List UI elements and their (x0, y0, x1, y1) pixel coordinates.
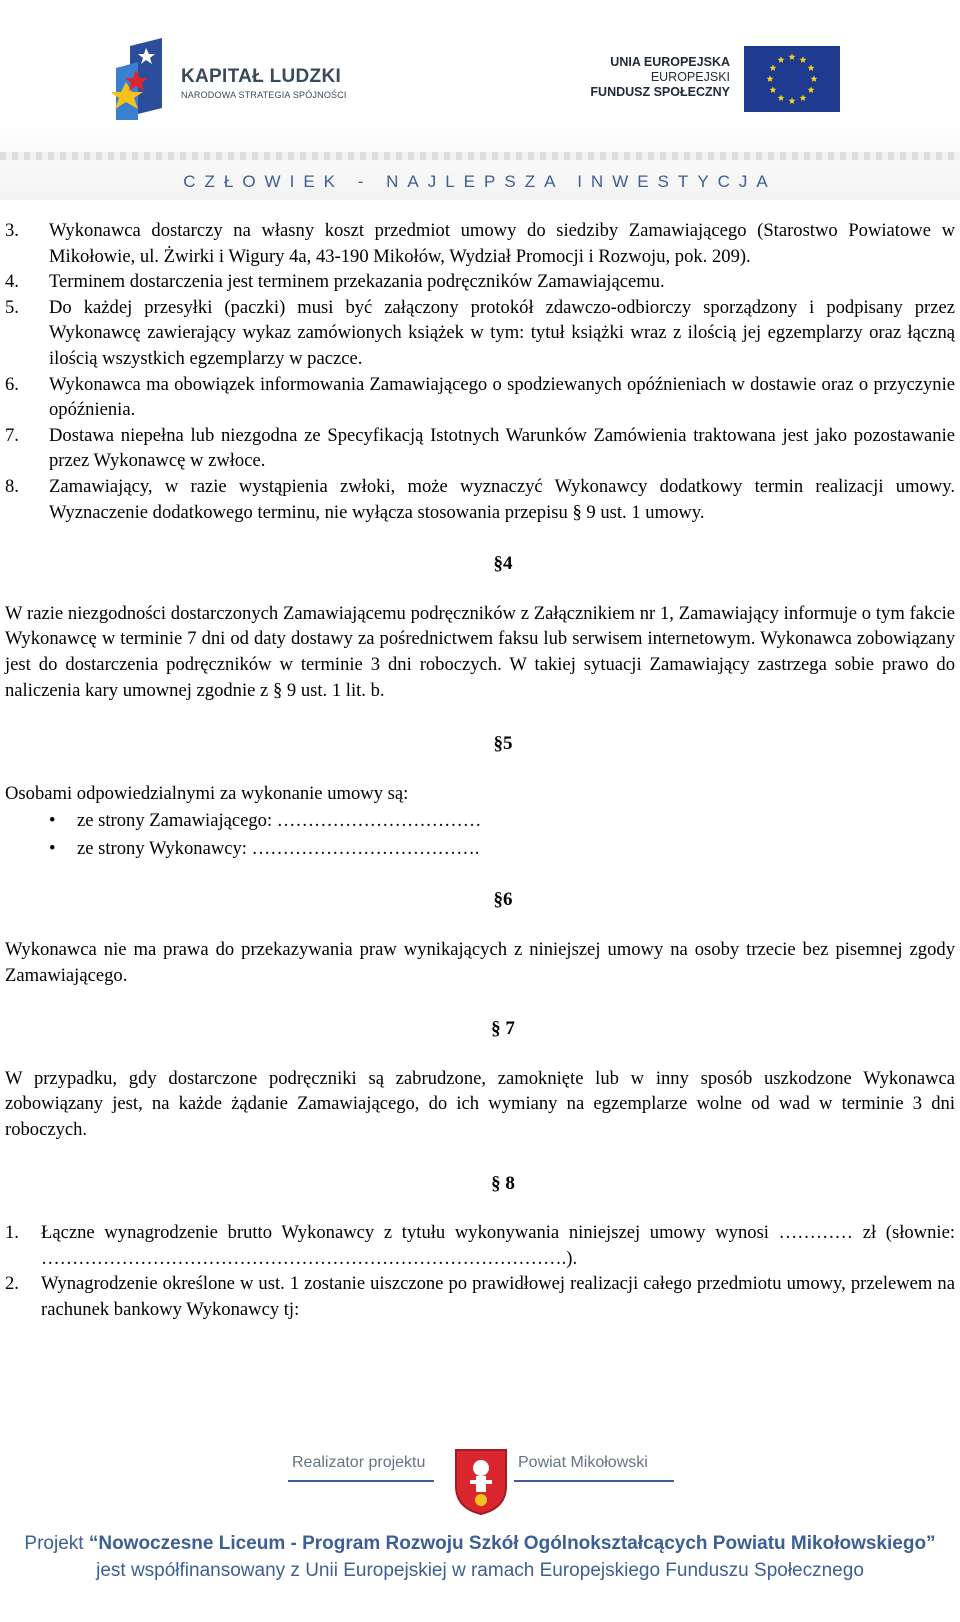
list-text: Terminem dostarczenia jest terminem przekazania podręczników Zamawiającemu. (49, 271, 665, 293)
list-text: Zamawiający, w razie wystąpienia zwłoki, może wyznaczyć Wykonawcy dodatkowy termin realizacji umowy. Wyznaczenie dodatkowego terminu, nie wyłącza stosowania przepisu § 9 ust. 1 umowy. (49, 475, 955, 523)
list-number: 1. (5, 1222, 19, 1244)
document-header (0, 0, 960, 200)
footer-realizator: Realizator projektu (292, 1454, 426, 1471)
list-text: Dostawa niepełna lub niezgodna ze Specyfikacją Istotnych Warunków Zamówienia traktowana jest jako pozostawanie przez Wykonawcę w zwłoce. (49, 424, 955, 472)
kapital-ludzki-subtitle: NARODOWA STRATEGIA SPÓJNOŚCI (181, 90, 347, 100)
eu-line-3: FUNDUSZ SPOŁECZNY (590, 85, 730, 99)
eu-flag-icon (744, 46, 840, 112)
list-item (5, 372, 955, 423)
list-item (5, 218, 955, 269)
section-heading-7: § 7 (491, 1018, 515, 1040)
list-item (5, 295, 955, 372)
footer-project-line (0, 1533, 960, 1555)
list-item (5, 1271, 955, 1322)
section-heading-6: §6 (493, 889, 513, 911)
section-6-text: Wykonawca nie ma prawa do przekazywania praw wynikających z niniejszej umowy na osoby trzecie bez pisemnej zgody Zamawiającego. (5, 939, 955, 986)
header-slogan: CZŁOWIEK - NAJLEPSZA INWESTYCJA (183, 172, 777, 191)
list-number: 4. (5, 271, 19, 293)
header-divider (0, 152, 960, 160)
list-number: 7. (5, 424, 19, 446)
list-text: Łączne wynagrodzenie brutto Wykonawcy z tytułu wykonywania niniejszej umowy wynosi ………… zł (słownie: ………………………………………………………………………….). (41, 1222, 955, 1269)
list-item (5, 269, 955, 295)
list-number: 8. (5, 475, 19, 497)
bullet-icon: • (49, 837, 56, 859)
bullet-item (5, 836, 955, 862)
section-heading-8: § 8 (491, 1172, 515, 1194)
list-text: Wykonawca ma obowiązek informowania Zamawiającego o spodziewanych opóźnieniach w dostawie oraz o przyczynie opóźnienia. (49, 373, 955, 421)
kapital-ludzki-title: KAPITAŁ LUDZKI (181, 66, 342, 87)
section-5-intro: Osobami odpowiedzialnymi za wykonanie umowy są: (5, 782, 409, 804)
list-number: 5. (5, 296, 19, 318)
eu-line-2: EUROPEJSKI (650, 70, 730, 84)
list-text: Wynagrodzenie określone w ust. 1 zostanie uiszczone po prawidłowej realizacji całego przedmiotu umowy, przelewem na rachunek bankowy Wykonawcy tj: (41, 1273, 955, 1320)
section-heading-5: §5 (493, 733, 513, 755)
document-body (5, 218, 955, 1323)
eu-line-1: UNIA EUROPEJSKA (610, 55, 730, 69)
eu-text-block (590, 55, 730, 100)
footer-project-prefix: Projekt (24, 1533, 89, 1554)
bullet-item (5, 808, 955, 834)
footer-project-name: “Nowoczesne Liceum - Program Rozwoju Szkół Ogólnokształcących Powiatu Mikołowskiego” (88, 1533, 936, 1554)
section-heading-4: §4 (493, 553, 513, 575)
powiat-crest-icon (452, 1446, 510, 1516)
list-text: Do każdej przesyłki (paczki) musi być załączony protokół zdawczo-odbiorczy sporządzony i podpisany przez Wykonawcę zawierający wykaz zamówionych książek w tym: tytuł książki wraz z ilością jej egzemplarzy oraz łączną ilością wszystkich egzemplarzy w paczce. (49, 296, 955, 369)
list-number: 2. (5, 1273, 19, 1295)
bullet-icon: • (49, 810, 56, 832)
list-number: 3. (5, 220, 19, 241)
bullet-text: ze strony Wykonawcy: ………………………………. (77, 837, 480, 859)
kapital-ludzki-logo-icon (112, 38, 170, 120)
footer-line-left (288, 1480, 434, 1482)
section-4-text: W razie niezgodności dostarczonych Zamawiającemu podręczników z Załącznikiem nr 1, Zamawiający informuje o tym fakcie Wykonawcę w terminie 7 dni od daty dostawy za pośrednictwem faksu lub serwisem internetowym. Wykonawca zobowiązany jest do dostarczenia podręczników w terminie 3 dni roboczych. W takiej sytuacji Zamawiający zastrzega sobie prawo do naliczenia kary umownej zgodnie z § 9 ust. 1 lit. b. (5, 602, 955, 701)
footer-powiat: Powiat Mikołowski (518, 1454, 648, 1471)
bullet-text: ze strony Zamawiającego: …………………………… (77, 810, 482, 832)
list-number: 6. (5, 373, 19, 395)
list-item (5, 1220, 955, 1271)
list-item (5, 474, 955, 525)
section-7-text: W przypadku, gdy dostarczone podręczniki są zabrudzone, zamoknięte lub w inny sposób uszkodzone Wykonawca zobowiązany jest, na każde żądanie Zamawiającego, do ich wymiany na egzemplarze wolne od wad w terminie 3 dni roboczych. (5, 1067, 955, 1141)
footer-line-right (514, 1480, 674, 1482)
list-text: Wykonawca dostarczy na własny koszt przedmiot umowy do siedziby Zamawiającego (Starostwo Powiatowe w Mikołowie, ul. Żwirki i Wigury 4a, 43-190 Mikołów, Wydział Promocji i Rozwoju, pok. 209). (49, 220, 955, 267)
footer-cofinance-line: jest współfinansowany z Unii Europejskiej w ramach Europejskiego Funduszu Społecznego (96, 1560, 864, 1581)
list-item (5, 423, 955, 474)
